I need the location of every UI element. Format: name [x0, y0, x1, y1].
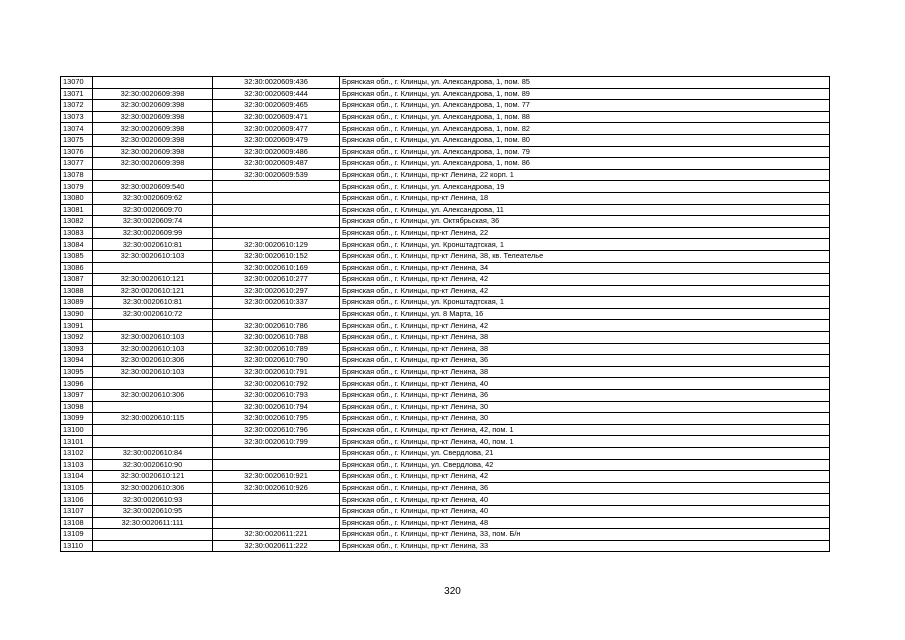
- old-cadastral-number-cell: 32:30:0020610:103: [93, 332, 213, 344]
- old-cadastral-number-cell: 32:30:0020610:81: [93, 297, 213, 309]
- table-row: [61, 517, 830, 529]
- row-number-cell: 13073: [61, 111, 93, 123]
- row-number-cell: 13106: [61, 494, 93, 506]
- old-cadastral-number-cell: 32:30:0020609:398: [93, 111, 213, 123]
- table-row: [61, 123, 830, 135]
- table-body: [61, 77, 830, 552]
- address-cell: Брянская обл., г. Клинцы, пр-кт Ленина, 22: [340, 227, 830, 239]
- row-number-cell: 13084: [61, 239, 93, 251]
- new-cadastral-number-cell: 32:30:0020609:486: [213, 146, 340, 158]
- new-cadastral-number-cell: 32:30:0020609:487: [213, 158, 340, 170]
- address-cell: Брянская обл., г. Клинцы, пр-кт Ленина, 38: [340, 332, 830, 344]
- address-cell: Брянская обл., г. Клинцы, пр-кт Ленина, 40: [340, 494, 830, 506]
- new-cadastral-number-cell: [213, 448, 340, 460]
- old-cadastral-number-cell: 32:30:0020610:306: [93, 482, 213, 494]
- address-cell: Брянская обл., г. Клинцы, пр-кт Ленина, 48: [340, 517, 830, 529]
- address-cell: Брянская обл., г. Клинцы, пр-кт Ленина, 42: [340, 274, 830, 286]
- row-number-cell: 13079: [61, 181, 93, 193]
- row-number-cell: 13098: [61, 401, 93, 413]
- address-cell: Брянская обл., г. Клинцы, пр-кт Ленина, 36: [340, 390, 830, 402]
- table-row: [61, 146, 830, 158]
- address-cell: Брянская обл., г. Клинцы, пр-кт Ленина, 40, пом. 1: [340, 436, 830, 448]
- table-row: [61, 169, 830, 181]
- address-cell: Брянская обл., г. Клинцы, пр-кт Ленина, 40: [340, 378, 830, 390]
- row-number-cell: 13077: [61, 158, 93, 170]
- old-cadastral-number-cell: 32:30:0020609:398: [93, 158, 213, 170]
- address-cell: Брянская обл., г. Клинцы, ул. 8 Марта, 16: [340, 308, 830, 320]
- address-cell: Брянская обл., г. Клинцы, ул. Александрова, 1, пом. 82: [340, 123, 830, 135]
- new-cadastral-number-cell: [213, 181, 340, 193]
- old-cadastral-number-cell: 32:30:0020611:111: [93, 517, 213, 529]
- row-number-cell: 13107: [61, 505, 93, 517]
- table-row: [61, 285, 830, 297]
- old-cadastral-number-cell: [93, 401, 213, 413]
- old-cadastral-number-cell: [93, 77, 213, 89]
- address-cell: Брянская обл., г. Клинцы, ул. Александрова, 1, пом. 86: [340, 158, 830, 170]
- row-number-cell: 13105: [61, 482, 93, 494]
- new-cadastral-number-cell: [213, 459, 340, 471]
- table-row: [61, 343, 830, 355]
- address-cell: Брянская обл., г. Клинцы, пр-кт Ленина, 38: [340, 366, 830, 378]
- new-cadastral-number-cell: 32:30:0020609:479: [213, 134, 340, 146]
- cadastral-table: [60, 76, 830, 552]
- table-row: [61, 100, 830, 112]
- new-cadastral-number-cell: [213, 216, 340, 228]
- new-cadastral-number-cell: [213, 308, 340, 320]
- table-row: [61, 529, 830, 541]
- address-cell: Брянская обл., г. Клинцы, ул. Свердлова, 21: [340, 448, 830, 460]
- old-cadastral-number-cell: [93, 320, 213, 332]
- old-cadastral-number-cell: 32:30:0020610:306: [93, 355, 213, 367]
- old-cadastral-number-cell: 32:30:0020609:62: [93, 192, 213, 204]
- new-cadastral-number-cell: 32:30:0020610:789: [213, 343, 340, 355]
- row-number-cell: 13101: [61, 436, 93, 448]
- new-cadastral-number-cell: 32:30:0020609:436: [213, 77, 340, 89]
- table-row: [61, 436, 830, 448]
- address-cell: Брянская обл., г. Клинцы, пр-кт Ленина, 30: [340, 413, 830, 425]
- old-cadastral-number-cell: 32:30:0020609:398: [93, 100, 213, 112]
- row-number-cell: 13072: [61, 100, 93, 112]
- row-number-cell: 13088: [61, 285, 93, 297]
- row-number-cell: 13089: [61, 297, 93, 309]
- new-cadastral-number-cell: [213, 204, 340, 216]
- new-cadastral-number-cell: 32:30:0020610:795: [213, 413, 340, 425]
- table-row: [61, 308, 830, 320]
- row-number-cell: 13081: [61, 204, 93, 216]
- new-cadastral-number-cell: 32:30:0020610:799: [213, 436, 340, 448]
- old-cadastral-number-cell: 32:30:0020610:103: [93, 250, 213, 262]
- new-cadastral-number-cell: 32:30:0020610:129: [213, 239, 340, 251]
- address-cell: Брянская обл., г. Клинцы, ул. Кронштадтская, 1: [340, 239, 830, 251]
- old-cadastral-number-cell: 32:30:0020609:398: [93, 88, 213, 100]
- address-cell: Брянская обл., г. Клинцы, ул. Александрова, 1, пом. 88: [340, 111, 830, 123]
- table-row: [61, 297, 830, 309]
- new-cadastral-number-cell: 32:30:0020611:221: [213, 529, 340, 541]
- address-cell: Брянская обл., г. Клинцы, ул. Александрова, 1, пом. 77: [340, 100, 830, 112]
- address-cell: Брянская обл., г. Клинцы, ул. Александрова, 1, пом. 79: [340, 146, 830, 158]
- old-cadastral-number-cell: 32:30:0020610:121: [93, 285, 213, 297]
- table-row: [61, 227, 830, 239]
- table-row: [61, 158, 830, 170]
- table-row: [61, 181, 830, 193]
- new-cadastral-number-cell: 32:30:0020610:791: [213, 366, 340, 378]
- table-row: [61, 355, 830, 367]
- address-cell: Брянская обл., г. Клинцы, пр-кт Ленина, 34: [340, 262, 830, 274]
- address-cell: Брянская обл., г. Клинцы, пр-кт Ленина, 33: [340, 540, 830, 552]
- old-cadastral-number-cell: [93, 424, 213, 436]
- address-cell: Брянская обл., г. Клинцы, пр-кт Ленина, 30: [340, 401, 830, 413]
- table-row: [61, 262, 830, 274]
- old-cadastral-number-cell: [93, 262, 213, 274]
- address-cell: Брянская обл., г. Клинцы, пр-кт Ленина, 42: [340, 471, 830, 483]
- new-cadastral-number-cell: 32:30:0020610:790: [213, 355, 340, 367]
- address-cell: Брянская обл., г. Клинцы, ул. Октябрьская, 36: [340, 216, 830, 228]
- new-cadastral-number-cell: 32:30:0020609:444: [213, 88, 340, 100]
- old-cadastral-number-cell: 32:30:0020609:70: [93, 204, 213, 216]
- table-row: [61, 192, 830, 204]
- table-row: [61, 471, 830, 483]
- row-number-cell: 13091: [61, 320, 93, 332]
- table-row: [61, 134, 830, 146]
- address-cell: Брянская обл., г. Клинцы, ул. Александрова, 1, пом. 89: [340, 88, 830, 100]
- new-cadastral-number-cell: 32:30:0020610:793: [213, 390, 340, 402]
- table-row: [61, 332, 830, 344]
- row-number-cell: 13109: [61, 529, 93, 541]
- table-row: [61, 401, 830, 413]
- address-cell: Брянская обл., г. Клинцы, пр-кт Ленина, 38, кв. Телеателье: [340, 250, 830, 262]
- address-cell: Брянская обл., г. Клинцы, пр-кт Ленина, 42, пом. 1: [340, 424, 830, 436]
- address-cell: Брянская обл., г. Клинцы, ул. Александрова, 1, пом. 85: [340, 77, 830, 89]
- new-cadastral-number-cell: [213, 192, 340, 204]
- address-cell: Брянская обл., г. Клинцы, пр-кт Ленина, 40: [340, 505, 830, 517]
- old-cadastral-number-cell: 32:30:0020610:115: [93, 413, 213, 425]
- row-number-cell: 13110: [61, 540, 93, 552]
- old-cadastral-number-cell: 32:30:0020610:103: [93, 343, 213, 355]
- table-row: [61, 378, 830, 390]
- row-number-cell: 13093: [61, 343, 93, 355]
- table-row: [61, 250, 830, 262]
- row-number-cell: 13095: [61, 366, 93, 378]
- new-cadastral-number-cell: 32:30:0020610:794: [213, 401, 340, 413]
- table-row: [61, 320, 830, 332]
- row-number-cell: 13094: [61, 355, 93, 367]
- address-cell: Брянская обл., г. Клинцы, пр-кт Ленина, 42: [340, 320, 830, 332]
- new-cadastral-number-cell: [213, 517, 340, 529]
- new-cadastral-number-cell: 32:30:0020609:539: [213, 169, 340, 181]
- table-row: [61, 424, 830, 436]
- address-cell: Брянская обл., г. Клинцы, ул. Свердлова, 42: [340, 459, 830, 471]
- table-row: [61, 77, 830, 89]
- row-number-cell: 13092: [61, 332, 93, 344]
- old-cadastral-number-cell: 32:30:0020609:99: [93, 227, 213, 239]
- row-number-cell: 13074: [61, 123, 93, 135]
- old-cadastral-number-cell: 32:30:0020610:90: [93, 459, 213, 471]
- address-cell: Брянская обл., г. Клинцы, ул. Кронштадтская, 1: [340, 297, 830, 309]
- old-cadastral-number-cell: 32:30:0020610:121: [93, 471, 213, 483]
- old-cadastral-number-cell: [93, 529, 213, 541]
- new-cadastral-number-cell: 32:30:0020610:796: [213, 424, 340, 436]
- new-cadastral-number-cell: 32:30:0020610:921: [213, 471, 340, 483]
- row-number-cell: 13090: [61, 308, 93, 320]
- new-cadastral-number-cell: 32:30:0020610:792: [213, 378, 340, 390]
- address-cell: Брянская обл., г. Клинцы, пр-кт Ленина, 38: [340, 343, 830, 355]
- row-number-cell: 13087: [61, 274, 93, 286]
- table-row: [61, 448, 830, 460]
- row-number-cell: 13080: [61, 192, 93, 204]
- address-cell: Брянская обл., г. Клинцы, ул. Александрова, 11: [340, 204, 830, 216]
- row-number-cell: 13103: [61, 459, 93, 471]
- old-cadastral-number-cell: 32:30:0020610:121: [93, 274, 213, 286]
- row-number-cell: 13078: [61, 169, 93, 181]
- table-row: [61, 204, 830, 216]
- old-cadastral-number-cell: 32:30:0020610:84: [93, 448, 213, 460]
- address-cell: Брянская обл., г. Клинцы, ул. Александрова, 1, пом. 80: [340, 134, 830, 146]
- new-cadastral-number-cell: 32:30:0020610:788: [213, 332, 340, 344]
- new-cadastral-number-cell: [213, 505, 340, 517]
- new-cadastral-number-cell: 32:30:0020610:337: [213, 297, 340, 309]
- old-cadastral-number-cell: [93, 540, 213, 552]
- address-cell: Брянская обл., г. Клинцы, ул. Александрова, 19: [340, 181, 830, 193]
- new-cadastral-number-cell: 32:30:0020610:297: [213, 285, 340, 297]
- old-cadastral-number-cell: [93, 169, 213, 181]
- old-cadastral-number-cell: 32:30:0020610:103: [93, 366, 213, 378]
- new-cadastral-number-cell: 32:30:0020609:471: [213, 111, 340, 123]
- row-number-cell: 13096: [61, 378, 93, 390]
- new-cadastral-number-cell: [213, 227, 340, 239]
- row-number-cell: 13097: [61, 390, 93, 402]
- old-cadastral-number-cell: 32:30:0020610:93: [93, 494, 213, 506]
- new-cadastral-number-cell: [213, 494, 340, 506]
- row-number-cell: 13085: [61, 250, 93, 262]
- row-number-cell: 13102: [61, 448, 93, 460]
- table-row: [61, 111, 830, 123]
- old-cadastral-number-cell: 32:30:0020609:398: [93, 123, 213, 135]
- row-number-cell: 13075: [61, 134, 93, 146]
- row-number-cell: 13076: [61, 146, 93, 158]
- row-number-cell: 13086: [61, 262, 93, 274]
- old-cadastral-number-cell: 32:30:0020609:398: [93, 134, 213, 146]
- table-row: [61, 274, 830, 286]
- old-cadastral-number-cell: [93, 378, 213, 390]
- table-row: [61, 413, 830, 425]
- row-number-cell: 13108: [61, 517, 93, 529]
- address-cell: Брянская обл., г. Клинцы, пр-кт Ленина, 18: [340, 192, 830, 204]
- address-cell: Брянская обл., г. Клинцы, пр-кт Ленина, 36: [340, 482, 830, 494]
- old-cadastral-number-cell: 32:30:0020609:398: [93, 146, 213, 158]
- old-cadastral-number-cell: [93, 436, 213, 448]
- old-cadastral-number-cell: 32:30:0020610:95: [93, 505, 213, 517]
- table-row: [61, 459, 830, 471]
- address-cell: Брянская обл., г. Клинцы, пр-кт Ленина, 22 корп. 1: [340, 169, 830, 181]
- new-cadastral-number-cell: 32:30:0020610:277: [213, 274, 340, 286]
- row-number-cell: 13082: [61, 216, 93, 228]
- new-cadastral-number-cell: 32:30:0020609:477: [213, 123, 340, 135]
- new-cadastral-number-cell: 32:30:0020611:222: [213, 540, 340, 552]
- new-cadastral-number-cell: 32:30:0020610:152: [213, 250, 340, 262]
- old-cadastral-number-cell: 32:30:0020609:540: [93, 181, 213, 193]
- row-number-cell: 13104: [61, 471, 93, 483]
- row-number-cell: 13099: [61, 413, 93, 425]
- address-cell: Брянская обл., г. Клинцы, пр-кт Ленина, 33, пом. Б/н: [340, 529, 830, 541]
- table-row: [61, 239, 830, 251]
- page-number: 320: [444, 586, 461, 597]
- new-cadastral-number-cell: 32:30:0020610:926: [213, 482, 340, 494]
- old-cadastral-number-cell: 32:30:0020609:74: [93, 216, 213, 228]
- old-cadastral-number-cell: 32:30:0020610:81: [93, 239, 213, 251]
- table-row: [61, 482, 830, 494]
- table-row: [61, 505, 830, 517]
- new-cadastral-number-cell: 32:30:0020609:465: [213, 100, 340, 112]
- old-cadastral-number-cell: 32:30:0020610:306: [93, 390, 213, 402]
- address-cell: Брянская обл., г. Клинцы, пр-кт Ленина, 42: [340, 285, 830, 297]
- row-number-cell: 13070: [61, 77, 93, 89]
- table-row: [61, 390, 830, 402]
- table-row: [61, 216, 830, 228]
- row-number-cell: 13083: [61, 227, 93, 239]
- table-row: [61, 540, 830, 552]
- row-number-cell: 13100: [61, 424, 93, 436]
- address-cell: Брянская обл., г. Клинцы, пр-кт Ленина, 36: [340, 355, 830, 367]
- table-row: [61, 88, 830, 100]
- row-number-cell: 13071: [61, 88, 93, 100]
- old-cadastral-number-cell: 32:30:0020610:72: [93, 308, 213, 320]
- table-row: [61, 494, 830, 506]
- new-cadastral-number-cell: 32:30:0020610:169: [213, 262, 340, 274]
- table-row: [61, 366, 830, 378]
- new-cadastral-number-cell: 32:30:0020610:786: [213, 320, 340, 332]
